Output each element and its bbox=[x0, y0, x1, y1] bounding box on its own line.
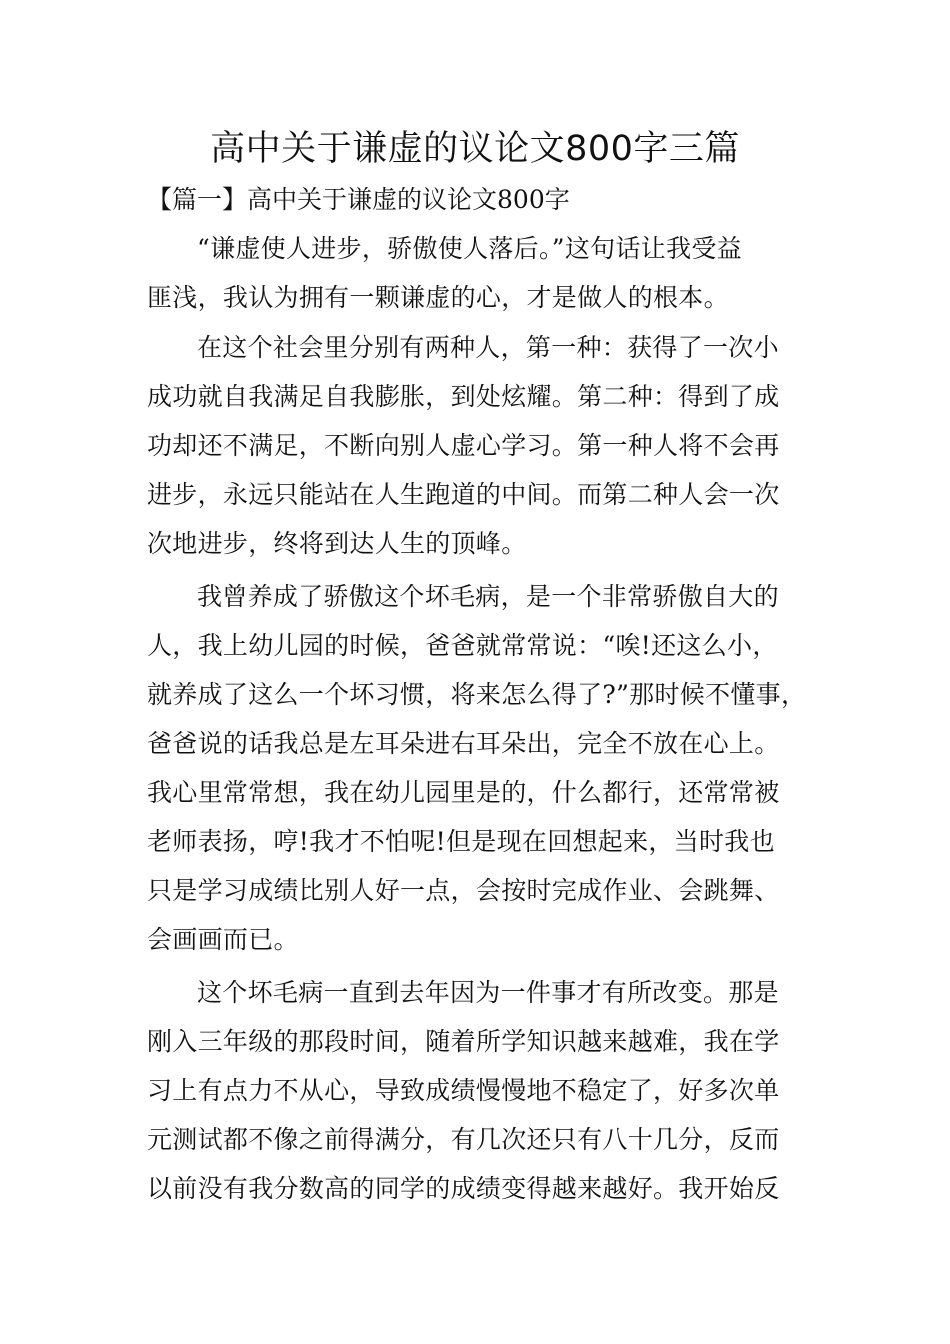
paragraph-line: 匪浅，我认为拥有一颗谦虚的心，才是做人的根本。 bbox=[147, 283, 729, 312]
paragraph-line: “谦虚使人进步，骄傲使人落后。”这句话让我受益 bbox=[197, 234, 742, 263]
paragraph-line: 我曾养成了骄傲这个坏毛病，是一个非常骄傲自大的 bbox=[197, 582, 779, 611]
paragraph-line: 以前没有我分数高的同学的成绩变得越来越好。我开始反 bbox=[147, 1174, 780, 1203]
paragraph-line: 爸爸说的话我总是左耳朵进右耳朵出，完全不放在心上。 bbox=[147, 729, 780, 758]
paragraph-line: 元测试都不像之前得满分，有几次还只有八十几分，反而 bbox=[147, 1125, 780, 1154]
paragraph-line: 习上有点力不从心，导致成绩慢慢地不稳定了，好多次单 bbox=[147, 1076, 780, 1105]
paragraph-line: 只是学习成绩比别人好一点，会按时完成作业、会跳舞、 bbox=[147, 876, 780, 905]
paragraph-line: 在这个社会里分别有两种人，第一种：获得了一次小 bbox=[197, 333, 779, 362]
paragraph-line: 人，我上幼儿园的时候，爸爸就常常说：“唉!还这么小， bbox=[147, 631, 778, 660]
paragraph-line: 老师表扬，哼!我才不怕呢!但是现在回想起来，当时我也 bbox=[147, 827, 775, 856]
paragraph-line: 就养成了这么一个坏习惯，将来怎么得了?”那时候不懂事， bbox=[147, 680, 807, 709]
paragraph-line: 我心里常常想，我在幼儿园里是的，什么都行，还常常被 bbox=[147, 778, 780, 807]
paragraph-line: 进步，永远只能站在人生跑道的中间。而第二种人会一次 bbox=[147, 480, 780, 509]
paragraph-line: 会画画而已。 bbox=[147, 925, 299, 954]
paragraph-line: 成功就自我满足自我膨胀，到处炫耀。第二种：得到了成 bbox=[147, 382, 780, 411]
paragraph-line: 这个坏毛病一直到去年因为一件事才有所改变。那是 bbox=[197, 978, 779, 1007]
section-heading: 【篇一】高中关于谦虚的议论文800字 bbox=[147, 185, 570, 214]
paragraph-line: 刚入三年级的那段时间，随着所学知识越来越难，我在学 bbox=[147, 1027, 780, 1056]
paragraph-line: 次地进步，终将到达人生的顶峰。 bbox=[147, 529, 527, 558]
document-title: 高中关于谦虚的议论文800字三篇 bbox=[210, 129, 740, 169]
paragraph-line: 功却还不满足，不断向别人虚心学习。第一种人将不会再 bbox=[147, 431, 780, 460]
